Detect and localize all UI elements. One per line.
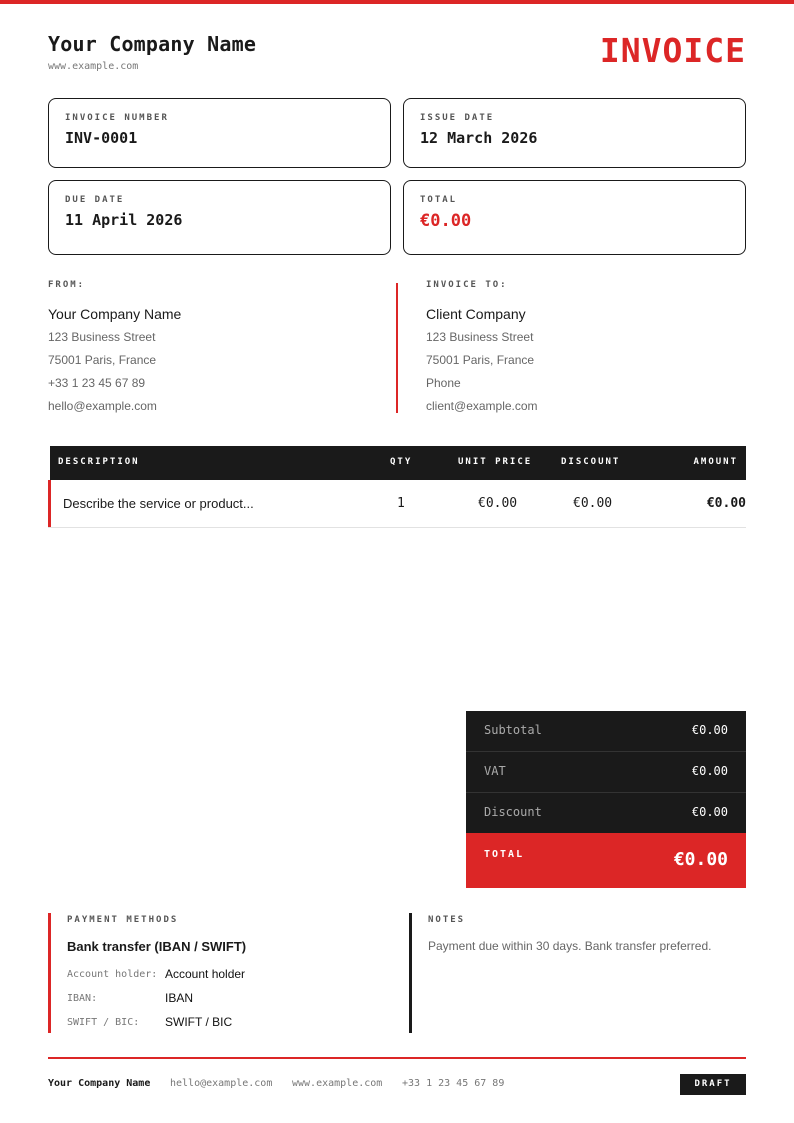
company-name: Your Company Name <box>48 32 257 56</box>
company-website: www.example.com <box>48 61 139 72</box>
from-street: 123 Business Street <box>48 330 156 344</box>
row-description[interactable]: Describe the service or product... <box>63 496 254 511</box>
subtotal-value: €0.00 <box>691 723 728 737</box>
due-date-box <box>48 180 391 255</box>
subtotal-label: Subtotal <box>484 723 542 737</box>
payment-method: Bank transfer (IBAN / SWIFT) <box>67 939 247 954</box>
footer-website: www.example.com <box>292 1078 383 1089</box>
from-name: Your Company Name <box>48 306 182 322</box>
row-accent <box>48 480 51 527</box>
swift-label: SWIFT / BIC: <box>67 1017 140 1028</box>
issue-date-box <box>403 98 746 168</box>
footer-phone: +33 1 23 45 67 89 <box>402 1078 505 1089</box>
invoice-number-box <box>48 98 391 168</box>
to-city: 75001 Paris, France <box>426 353 535 367</box>
top-accent-bar <box>0 0 794 4</box>
account-holder-label: Account holder: <box>67 969 158 980</box>
subtotal-row <box>466 711 746 752</box>
footer-email: hello@example.com <box>170 1078 273 1089</box>
payment-label: PAYMENT METHODS <box>67 915 179 925</box>
discount-value: €0.00 <box>691 805 728 819</box>
items-table-header <box>50 446 746 480</box>
from-section <box>48 280 378 414</box>
invoice-number-label: INVOICE NUMBER <box>65 113 169 123</box>
iban-value: IBAN <box>165 991 194 1005</box>
vat-label: VAT <box>484 764 506 778</box>
due-date-label: DUE DATE <box>65 195 125 205</box>
col-unit-price: UNIT PRICE <box>458 457 533 467</box>
draft-badge: DRAFT <box>680 1074 746 1095</box>
total-box-value: €0.00 <box>420 211 472 231</box>
vat-value: €0.00 <box>691 764 728 778</box>
to-name: Client Company <box>426 306 526 322</box>
footer-company: Your Company Name <box>48 1078 151 1089</box>
to-street: 123 Business Street <box>426 330 534 344</box>
col-description: DESCRIPTION <box>58 457 140 467</box>
grand-total-value: €0.00 <box>673 849 728 870</box>
table-row[interactable] <box>48 480 746 528</box>
row-amount: €0.00 <box>706 496 746 511</box>
col-amount: AMOUNT <box>693 457 738 467</box>
notes-label: NOTES <box>428 915 466 925</box>
totals-panel <box>466 711 746 888</box>
row-unit-price[interactable]: €0.00 <box>478 496 518 511</box>
total-box <box>403 180 746 255</box>
account-holder-value: Account holder <box>165 967 246 981</box>
from-city: 75001 Paris, France <box>48 353 157 367</box>
account-holder-row <box>67 964 378 988</box>
grand-total-label: TOTAL <box>484 849 525 860</box>
to-label: INVOICE TO: <box>426 280 508 290</box>
col-qty: QTY <box>390 457 413 467</box>
swift-value: SWIFT / BIC <box>165 1015 233 1029</box>
vat-row <box>466 752 746 793</box>
total-box-label: TOTAL <box>420 195 458 205</box>
notes-section <box>409 913 746 1033</box>
payment-section <box>48 913 378 1033</box>
footer-divider <box>48 1057 746 1059</box>
col-discount: DISCOUNT <box>561 457 621 467</box>
from-phone: +33 1 23 45 67 89 <box>48 376 146 390</box>
iban-row <box>67 988 378 1012</box>
issue-date-value: 12 March 2026 <box>420 129 538 147</box>
to-email: client@example.com <box>426 399 538 413</box>
invoice-title: INVOICE <box>599 31 746 70</box>
from-email: hello@example.com <box>48 399 157 413</box>
grand-total-row <box>466 833 746 888</box>
from-label: FROM: <box>48 280 86 290</box>
row-qty[interactable]: 1 <box>397 496 405 511</box>
due-date-value: 11 April 2026 <box>65 211 183 229</box>
discount-row <box>466 793 746 833</box>
to-section <box>426 280 746 414</box>
iban-label: IBAN: <box>67 993 98 1004</box>
invoice-number-value: INV-0001 <box>65 129 138 147</box>
discount-label: Discount <box>484 805 542 819</box>
to-phone: Phone <box>426 376 461 390</box>
swift-row <box>67 1012 378 1036</box>
issue-date-label: ISSUE DATE <box>420 113 495 123</box>
row-discount[interactable]: €0.00 <box>573 496 613 511</box>
notes-text: Payment due within 30 days. Bank transfer preferred. <box>428 939 712 953</box>
party-divider <box>396 283 398 413</box>
